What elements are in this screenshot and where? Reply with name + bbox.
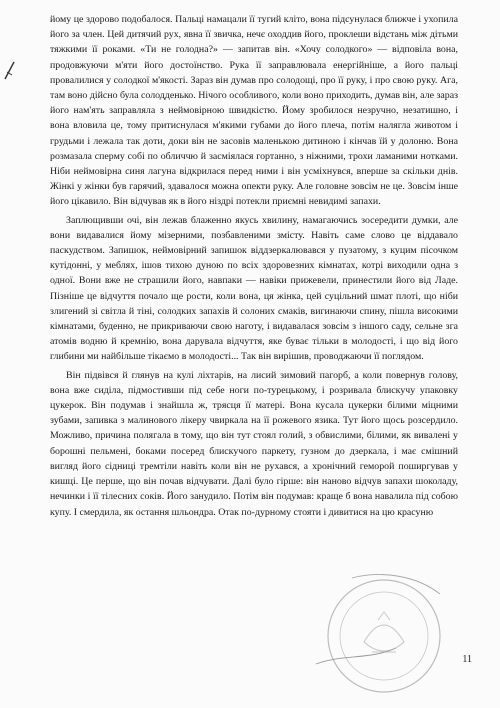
page-number: 11 xyxy=(462,654,472,665)
body-text xyxy=(50,12,458,520)
paragraph-3: Він підвівся й глянув на кулі ліхтарів, на лисий зимовий пагорб, а коли повернув голову, вона вже сиділа, підмостивши під себе ноги по-турецькому, і розривала блискучу упаковку цукерок. Він подумав і знайшла ж, трясця її матері. Вона кусала цукерки білими міцними зубами, запивка з малинового лікеру чвиркала на її рожевого язика. Тут його щось розсердило. Можливо, причина полягала в тому, що він тут стоял голий, з обвислими, білими, як вивалені у борошні пельмені, боками посеред блискучого паркету, гузном до дзеркала, і має смішний вигляд його сідниці тремтіли навіть коли він не рухався, а хронічний геморой поширгував у кишці. Це перше, що він почав відчувати. Далі було гірше: він наново відчув запахи шоколаду, нечинки і її тілесних соків. Його занудило. Потім він подумав: краще б вона навалила під собою купу. І смердила, як остання шльондра. Отак по-дурному стояти і дивитися на цю красуню xyxy=(50,369,458,518)
paragraph-2: Заплющивши очі, він лежав блаженно якусь хвилину, намагаючись зосередити думки, але вони видавалися йому мізерними, позбавленими змісту. Навіть саме слово це віддавало паскудством. Запишок, неймовірний запишок віддзеркалювався у пузатому, з куцим пісочком кутідонні, у меблях, ішов тихою дуною по всіх здоровезних кімнатах, котрі виходили одна з одної. Вони вже не страшили його, навпаки — навіки прижевели, принестили його від Ладе. Пізніше це відчуття почало ще рости, коли вона, ця жінка, цей суцільний шмат плоті, що ніби злигений зі світла й тіні, солодких запахів й солоних смаків, вигинаючи спину, пішла високими кімнатами, буденно, не прикриваючи свою наготу, і видавалася зовсім з іншого саду, сельне зга атомів водню й кремнію, вона дарувала відчуття, яке буває тільки в молодості, і що від його глибини ми найбільше тікаємо в молодості... Так він вирішив, проводжаючи її поглядом. xyxy=(50,214,458,363)
official-stamp xyxy=(312,568,452,703)
paragraph-1: йому це здорово подобалося. Пальці намацали її тугий кліто, вона підсунулася ближче і ухопила його за член. Цей дитячий рух, явна її звичка, нечє оходдив його, проклеши відстань між дітьми тяжкими її роками. «Ти не голодна?» — запитав він. «Хочу солодкого» — відповіла вона, продовжуючи м'яти його достоїнство. Рука її заправлювала енергійніше, а його пальці провалилися у солодкої м'якості. Зараз він думав про солодощі, про її руку, і про свою руку. Ага, там воно дійсно була солодденько. Нічого особливого, коли воно приходить, думав він, але зараз його нам'ять заправляла з неймовірною швидкістю. Йому зробилося незручно, незатишно, і вона вловила це, тому притиснулася м'якими губами до його плеча, потім налягла животом і грудьми і лежала так доти, доки він не засовів маленькою дитиною і кінчав їй у долоню. Вона розмазала сперму собі по обличчю й засміялася гортанно, з ніжними, трохи ламаними нотками. Ніби неймовірна синя лагуна відкрилася перед ними і він усміхнувся, вперше за скільки днів. Жінкі у жінки був гарячий, здавалося можна опекти руку. Але головне зовсім не це. Зовсім інше його цікавило. Він відчував як в його ніздрі потекли приємні невидимі запахи. xyxy=(50,14,458,208)
margin-mark xyxy=(4,60,16,85)
